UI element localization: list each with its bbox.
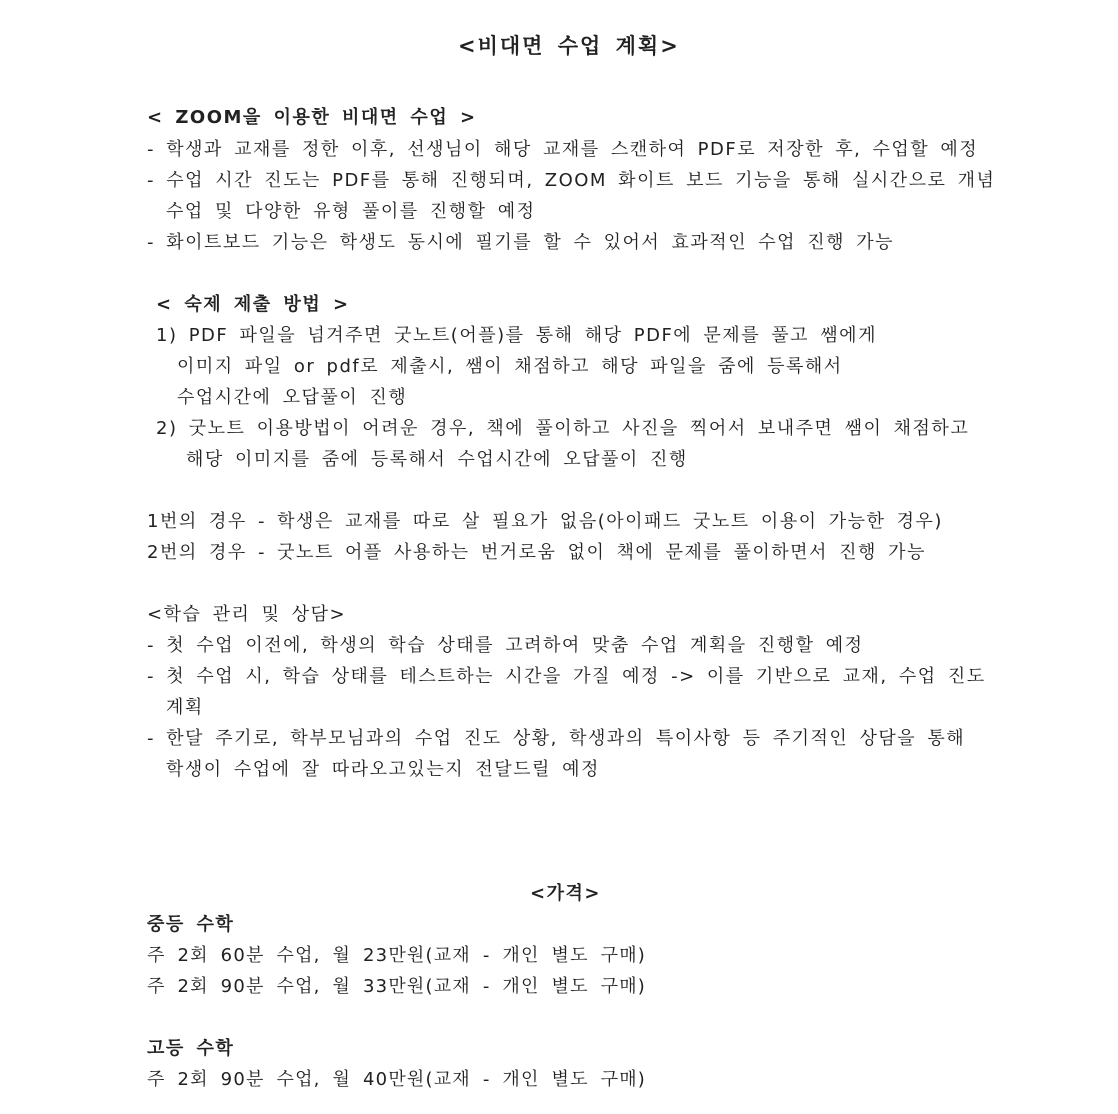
zoom-line: - 학생과 교재를 정한 이후, 선생님이 해당 교재를 스캔하여 PDF로 저장한 후, 수업할 예정 bbox=[147, 139, 979, 160]
management-line: 계획 bbox=[166, 697, 204, 718]
homework-line: 1) PDF 파일을 넘겨주면 굿노트(어플)를 통해 해당 PDF에 문제를 풀고 쌤에게 bbox=[156, 325, 877, 346]
price-item: 주 2회 90분 수업, 월 40만원(교재 - 개인 별도 구매) bbox=[147, 1069, 647, 1090]
price-item: 주 2회 60분 수업, 월 23만원(교재 - 개인 별도 구매) bbox=[147, 945, 647, 966]
homework-section-heading: < 숙제 제출 방법 > bbox=[156, 294, 350, 315]
homework-note: 2번의 경우 - 굿노트 어플 사용하는 번거로움 없이 책에 문제를 풀이하면서 진행 가능 bbox=[147, 542, 926, 563]
homework-line: 수업시간에 오답풀이 진행 bbox=[177, 387, 408, 408]
homework-line: 이미지 파일 or pdf로 제출시, 쌤이 채점하고 해당 파일을 줌에 등록해서 bbox=[177, 356, 843, 377]
price-item: 주 2회 90분 수업, 월 33만원(교재 - 개인 별도 구매) bbox=[147, 976, 647, 997]
management-line: 학생이 수업에 잘 따라오고있는지 전달드릴 예정 bbox=[166, 759, 600, 780]
management-line: - 첫 수업 이전에, 학생의 학습 상태를 고려하여 맞춤 수업 계획을 진행할 예정 bbox=[147, 635, 864, 656]
high-school-label: 고등 수학 bbox=[147, 1038, 235, 1059]
pricing-heading: <가격> bbox=[530, 883, 601, 904]
middle-school-label: 중등 수학 bbox=[147, 914, 235, 935]
zoom-line: - 수업 시간 진도는 PDF를 통해 진행되며, ZOOM 화이트 보드 기능을 통해 실시간으로 개념 bbox=[147, 170, 996, 191]
page-title: <비대면 수업 계획> bbox=[458, 34, 680, 58]
management-line: - 한달 주기로, 학부모님과의 수업 진도 상황, 학생과의 특이사항 등 주기적인 상담을 통해 bbox=[147, 728, 966, 749]
homework-note: 1번의 경우 - 학생은 교재를 따로 살 필요가 없음(아이패드 굿노트 이용이 가능한 경우) bbox=[147, 511, 943, 532]
zoom-line: - 화이트보드 기능은 학생도 동시에 필기를 할 수 있어서 효과적인 수업 진행 가능 bbox=[147, 232, 895, 253]
homework-line: 2) 굿노트 이용방법이 어려운 경우, 책에 풀이하고 사진을 찍어서 보내주면 쌤이 채점하고 bbox=[156, 418, 970, 439]
zoom-line: 수업 및 다양한 유형 풀이를 진행할 예정 bbox=[166, 201, 536, 222]
management-section-heading: <학습 관리 및 상담> bbox=[147, 604, 347, 625]
homework-line: 해당 이미지를 줌에 등록해서 수업시간에 오답풀이 진행 bbox=[186, 449, 688, 470]
management-line: - 첫 수업 시, 학습 상태를 테스트하는 시간을 가질 예정 -> 이를 기반으로 교재, 수업 진도 bbox=[147, 666, 986, 687]
zoom-section-heading: < ZOOM을 이용한 비대면 수업 > bbox=[147, 107, 477, 128]
